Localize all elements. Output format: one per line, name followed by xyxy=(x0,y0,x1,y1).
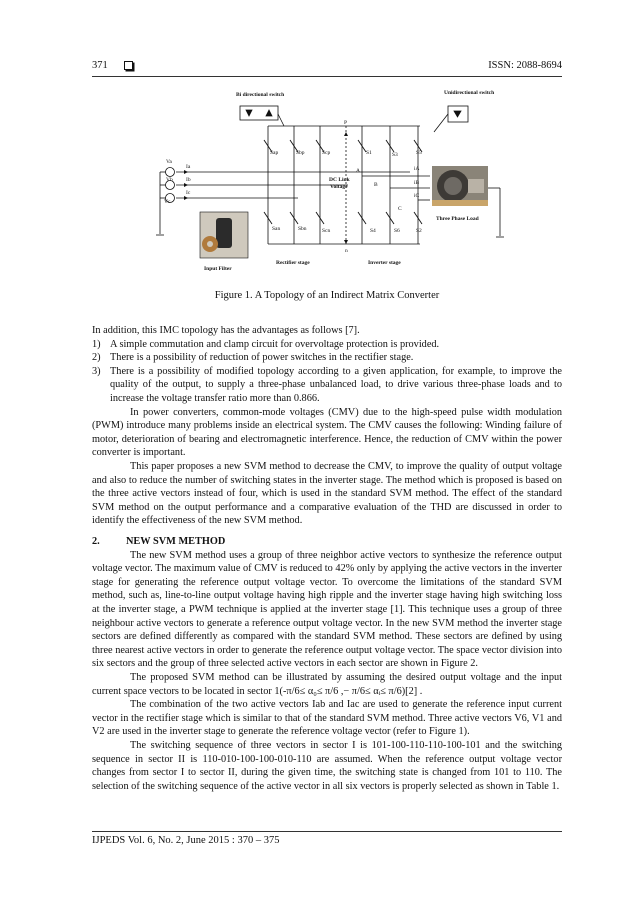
label-sbn: Sbn xyxy=(298,226,307,232)
label-va: Va xyxy=(166,159,172,165)
label-rectifier-stage: Rectifier stage xyxy=(276,260,310,266)
label-s2: S2 xyxy=(416,228,422,234)
label-scn: Scn xyxy=(322,228,331,234)
source-a-icon xyxy=(166,168,175,177)
label-s3: S3 xyxy=(392,152,398,158)
input-filter-icon xyxy=(200,212,248,258)
label-vb: Vb xyxy=(166,177,173,183)
label-p: P xyxy=(344,120,348,126)
unidirectional-switch-icon xyxy=(434,106,468,132)
topology-figure xyxy=(148,84,518,280)
paragraph: The new SVM method uses a group of three neighbor active vectors to synthesize the reference output voltage vector. The maximum value of CMV is reduced to 42% only by applying the active vectors in the inverter stage for generating the reference output voltage vector. To overcome the limitations of the standard SVM method, such as, line-to-line output voltage having high ripple and the inverter stage having high switching loss at the inverter stage, a PWM technique is applied at the inverter stage [1]. This technique uses a group of three neighbour active vectors to generate a reference output voltage vector. In the new SVM method the inverter stage sectors are defined differently as compared with the standard SVM method. These sectors are defined by using three nearest active vectors in order to generate the reference output voltage vector. The space vector division into six sectors and the group of three selected active vectors in each sector are shown in Figure 2. xyxy=(92,549,562,670)
page-header xyxy=(92,58,562,78)
label-n: n xyxy=(345,248,348,254)
page-footer: IJPEDS Vol. 6, No. 2, June 2015 : 370 – 375 xyxy=(92,835,280,846)
label-s4: S4 xyxy=(370,228,376,234)
three-phase-motor-icon xyxy=(432,166,488,206)
label-s5: S5 xyxy=(416,150,422,156)
intro-block xyxy=(92,324,562,528)
label-san: San xyxy=(272,226,281,232)
label-input-filter: Input Filter xyxy=(204,266,232,272)
label-s6: S6 xyxy=(394,228,400,234)
label-ic: Ic xyxy=(186,190,191,196)
advantages-list xyxy=(92,338,562,406)
footer-rule xyxy=(92,831,562,832)
checkbox-square-icon xyxy=(124,61,133,70)
label-voltage: Voltage xyxy=(330,184,348,190)
issn: ISSN: 2088-8694 xyxy=(488,60,562,71)
paragraph: The switching sequence of three vectors in sector I is 101-100-110-110-100-101 and the switching sequence in sector II is 110-010-100-100-010-110 are assumed. When the reference output voltage vector changes from sector I to sector II, during the given time, the switching state is changed from 101 to 110. The selection of the switching sequence of the active vector in all six vectors is properly selected as shown in Table 1. xyxy=(92,739,562,792)
paragraph: In power converters, common-mode voltages (CMV) due to the high-speed pulse width modulation (PWM) introduce many problems inside an electrical system. The CMV causes the following: Winding failure of motor, deterioration of bearing and electromagnetic interference. Hence, the reduction of CMV within the power converter is important. xyxy=(92,406,562,459)
label-dc-link: DC Link xyxy=(329,177,350,183)
figure-caption: Figure 1. A Topology of an Indirect Matrix Converter xyxy=(214,290,440,301)
list-item: 3) There is a possibility of modified topology according to a given application, for example, to improve the quality of the output, to supply a three-phase unbalanced load, to drive various three-phase loads and to increase the voltage transfer ratio more than 0.866. xyxy=(92,365,562,404)
bidirectional-switch-icon xyxy=(240,106,284,126)
label-ib: Ib xyxy=(186,177,191,183)
page-number: 371 xyxy=(92,60,108,71)
label-sap: Sap xyxy=(270,150,279,156)
label-scp: Scp xyxy=(322,150,331,156)
section-heading: 2. NEW SVM METHOD xyxy=(92,536,226,547)
label-ia: Ia xyxy=(186,164,191,170)
label-vc: Vc xyxy=(164,199,171,205)
label-node-b: B xyxy=(374,182,378,188)
section-2 xyxy=(92,535,562,793)
label-iA: iA xyxy=(414,166,420,172)
label-three-phase-load: Three Phase Load xyxy=(436,216,479,222)
label-inverter-stage: Inverter stage xyxy=(368,260,401,266)
label-iC: iC xyxy=(414,193,420,199)
paragraph: The proposed SVM method can be illustrated by assuming the desired output voltage and the input current space vectors to be located in sector 1(-π/6≤ α₀≤ π/6 ,− π/6≤ αᵢ≤ π/6)[2] . xyxy=(92,671,562,697)
label-uni-switch: Unidirectional switch xyxy=(444,90,495,96)
label-s1: S1 xyxy=(366,150,372,156)
paragraph: In addition, this IMC topology has the advantages as follows [7]. xyxy=(92,325,360,336)
paragraph: This paper proposes a new SVM method to decrease the CMV, to improve the quality of output voltage and also to reduce the number of switching states in the inverter stage. The method which is proposed is based on the three active vectors instead of four, which is used in the standard SVM method. The effect of the standard SVM method on the output performance and a comparative evaluation of the THD are discussed in order to identify the effectiveness of the new SVM method. xyxy=(92,460,562,527)
label-node-a: A xyxy=(356,168,360,174)
label-sbp: Sbp xyxy=(296,150,305,156)
label-node-c: C xyxy=(398,206,402,212)
header-rule xyxy=(92,76,562,77)
label-bi-switch: Bi directional switch xyxy=(236,92,285,98)
label-iB: iB xyxy=(414,180,420,186)
list-item: 1) A simple commutation and clamp circuit for overvoltage protection is provided. xyxy=(92,338,440,350)
paragraph: The combination of the two active vectors Iab and Iac are used to generate the reference input current vector in the rectifier stage which is similar to that of the standard SVM method. Three active vectors V6, V1 and V2 are used in the inverter stage to generate the reference voltage vector (refer to Figure 1). xyxy=(92,699,562,738)
list-item: 2) There is a possibility of reduction of power switches in the rectifier stage. xyxy=(92,352,414,364)
